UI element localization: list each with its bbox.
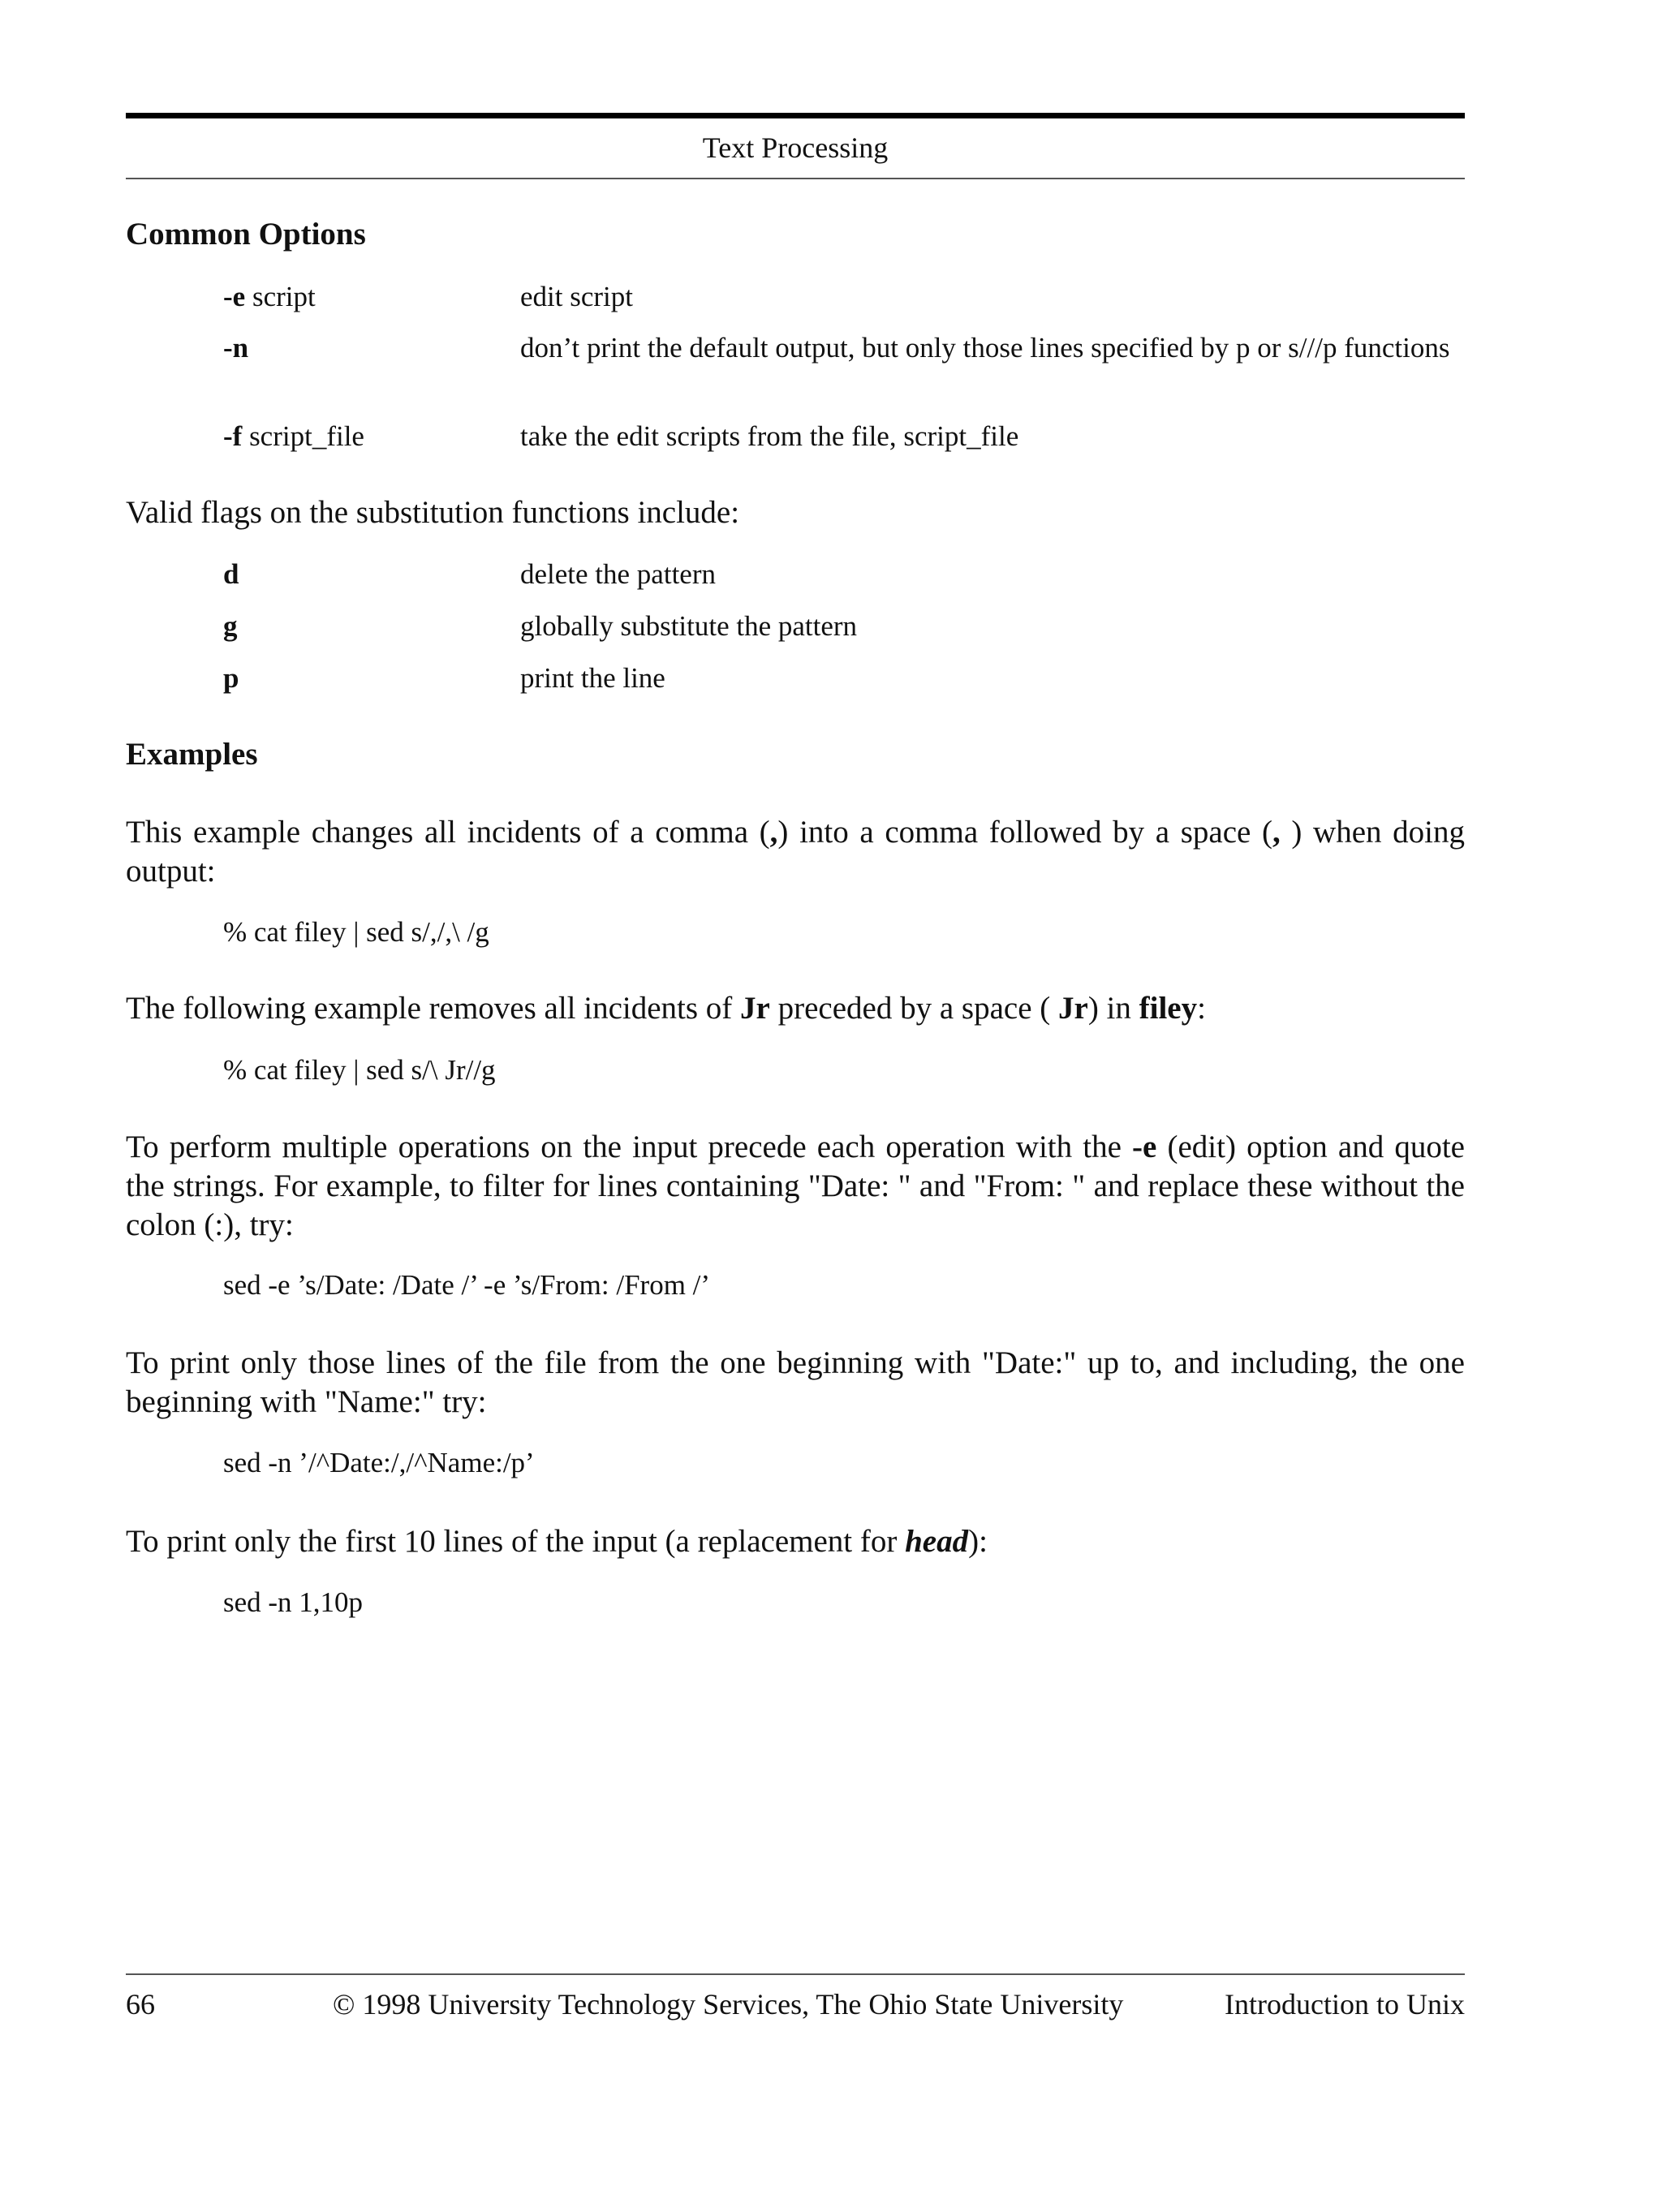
example-3-code: sed -e ’s/Date: /Date /’ -e ’s/From: /From /’ (223, 1269, 711, 1301)
example-3-text: To perform multiple operations on the input precede each operation with the -e (edit) option and quote the strings. For example, to filter for lines containing "Date: " and "From: " and replace these without the colon (:), try: (126, 1130, 1465, 1242)
running-title: Text Processing (702, 131, 889, 164)
example-1-text: This example changes all incidents of a comma (,) into a comma followed by a space (, ) when doing output: (126, 815, 1466, 889)
option-n-flag: -n (223, 332, 249, 364)
flag-g-description: globally substitute the pattern (520, 610, 858, 642)
flags-intro: Valid flags on the substitution functions include: (126, 495, 740, 530)
example-4-code: sed -n ’/^Date:/,/^Name:/p’ (223, 1447, 535, 1478)
page-number: 66 (126, 1988, 155, 2020)
example-5-code: sed -n 1,10p (223, 1586, 364, 1618)
footer-rule (126, 1973, 1465, 1975)
example-2-text: The following example removes all incidents of Jr preceded by a space ( Jr) in filey: (126, 991, 1206, 1026)
option-e-description: edit script (520, 281, 633, 312)
header-rule-thin (126, 178, 1465, 179)
example-1-code: % cat filey | sed s/,/,\ /g (223, 916, 489, 948)
flag-p: p (223, 662, 239, 694)
option-f-description: take the edit scripts from the file, script_file (520, 420, 1019, 452)
option-f-flag: -f script_file (223, 420, 364, 452)
example-4-text: To print only those lines of the file from the one beginning with "Date:" up to, and including, the one beginning with "Name:" try: (126, 1345, 1465, 1419)
book-title: Introduction to Unix (1225, 1988, 1465, 2020)
example-5-text: To print only the first 10 lines of the input (a replacement for head): (126, 1524, 988, 1559)
option-n-description: don’t print the default output, but only those lines specified by p or s///p functions (520, 332, 1450, 364)
option-e-flag: -e script (223, 281, 316, 312)
flag-p-description: print the line (520, 662, 665, 694)
flag-g: g (223, 610, 238, 642)
flag-d: d (223, 558, 239, 590)
header-rule-thick (126, 113, 1465, 118)
common-options-heading: Common Options (126, 217, 366, 252)
flag-d-description: delete the pattern (520, 558, 716, 590)
copyright-notice: © 1998 University Technology Services, The Ohio State University (333, 1988, 1124, 2020)
examples-heading: Examples (126, 737, 258, 772)
example-2-code: % cat filey | sed s/\ Jr//g (223, 1054, 496, 1086)
